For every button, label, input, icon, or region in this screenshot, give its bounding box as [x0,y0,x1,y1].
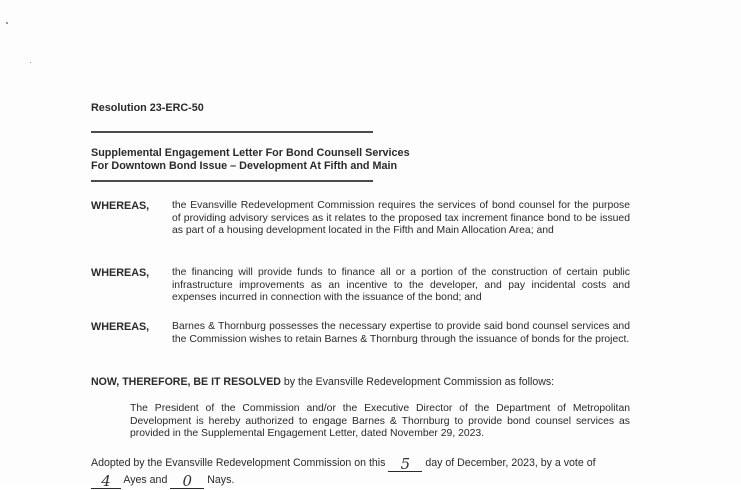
nays-blank [170,472,204,490]
title-line-2: For Downtown Bond Issue – Development At Fifth and Main [91,160,398,172]
title-rule [91,180,373,182]
title-line-1: Supplemental Engagement Letter For Bond Counsell Services [91,147,410,159]
adopted-middle: day of December, 2023, by a vote of [425,457,596,469]
whereas-text-2: the financing will provide funds to finance all or a portion of the construction of certain public infrastructure improvements as an incentive to the developer, and pay incidental costs and expenses incurred in connection with the issuance of the bond; and [172,267,630,304]
resolved-clause [91,376,554,388]
ayes-handwritten: 4 [101,472,111,490]
scan-speck [6,22,8,24]
resolved-bold: NOW, THEREFORE, BE IT RESOLVED [91,376,281,388]
nays-label: Nays. [207,474,235,486]
adopted-prefix: Adopted by the Evansville Redevelopment Commission on this [91,457,386,469]
whereas-label-3: WHEREAS, [91,321,150,333]
ayes-blank [91,472,121,490]
day-blank [388,455,422,473]
scan-speck [30,62,31,63]
ayes-label: Ayes and [123,474,168,486]
whereas-label-1: WHEREAS, [91,200,150,212]
adoption-statement [91,455,636,489]
resolution-body: The President of the Commission and/or the Executive Director of the Department of Metropolitan Development is hereby authorized to engage Barnes & Thornburg to provide bond counsel services as provided in the Supplemental Engagement Letter, dated November 29, 2023. [130,403,630,440]
top-rule [91,131,373,133]
resolved-rest: by the Evansville Redevelopment Commission as follows: [280,376,555,388]
resolution-number: Resolution 23-ERC-50 [91,102,204,114]
whereas-label-2: WHEREAS, [91,267,150,279]
nays-handwritten: 0 [182,472,193,490]
resolution-title [91,147,410,173]
day-handwritten: 5 [400,455,411,473]
whereas-text-3: Barnes & Thornburg possesses the necessary expertise to provide said bond counsel services and the Commission wishes to retain Barnes & Thornburg through the issuance of bonds for the project. [172,321,630,345]
whereas-text-1: the Evansville Redevelopment Commission requires the services of bond counsel for the purpose of providing advisory services as it relates to the proposed tax increment finance bond to be issued as part of a housing development located in the Fifth and Main Allocation Area; and [172,200,630,237]
